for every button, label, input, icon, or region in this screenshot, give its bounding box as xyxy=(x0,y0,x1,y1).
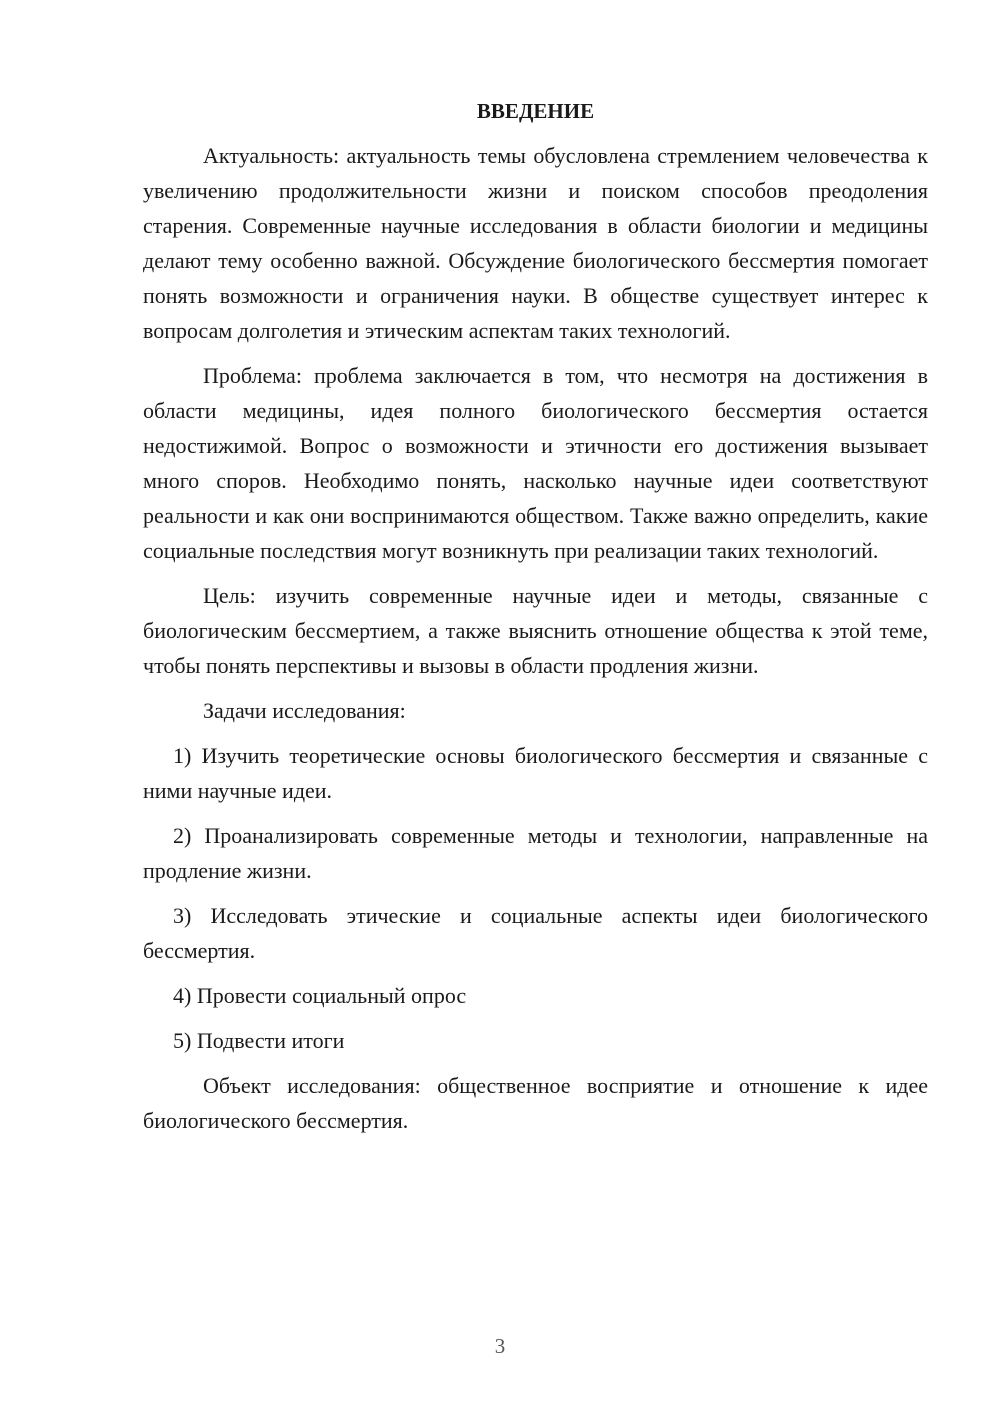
task-item-2: 2) Проанализировать современные методы и технологии, направленные на продление жизни. xyxy=(143,823,928,883)
task-item-4: 4) Провести социальный опрос xyxy=(173,983,467,1008)
task-item-5: 5) Подвести итоги xyxy=(173,1028,345,1053)
task-item-1: 1) Изучить теоретические основы биологического бессмертия и связанные с ними научные идеи. xyxy=(143,743,928,803)
tasks-heading: Задачи исследования: xyxy=(203,698,406,723)
paragraph-object: Объект исследования: общественное восприятие и отношение к идее биологического бессмертия. xyxy=(143,1073,928,1133)
page-number: 3 xyxy=(494,1334,506,1358)
paragraph-problem: Проблема: проблема заключается в том, что несмотря на достижения в области медицины, идея полного биологического бессмертия остается недостижимой. Вопрос о возможности и этичности его достижения вызывает много споров. Необходимо понять, насколько научные идеи соответствуют реальности и как они воспринимаются обществом. Также важно определить, какие социальные последствия могут возникнуть при реализации таких технологий. xyxy=(143,363,928,563)
paragraph-relevance: Актуальность: актуальность темы обусловлена стремлением человечества к увеличению продолжительности жизни и поиском способов преодоления старения. Современные научные исследования в области биологии и медицины делают тему особенно важной. Обсуждение биологического бессмертия помогает понять возможности и ограничения науки. В обществе существует интерес к вопросам долголетия и этическим аспектам таких технологий. xyxy=(143,143,928,343)
page-content xyxy=(143,96,928,1148)
tasks-list xyxy=(143,738,928,1058)
paragraph-goal: Цель: изучить современные научные идеи и методы, связанные с биологическим бессмертием, а также выяснить отношение общества к этой теме, чтобы понять перспективы и вызовы в области продления жизни. xyxy=(143,583,928,678)
task-item-3: 3) Исследовать этические и социальные аспекты идеи биологического бессмертия. xyxy=(143,903,928,963)
section-title: ВВЕДЕНИЕ xyxy=(476,99,595,123)
